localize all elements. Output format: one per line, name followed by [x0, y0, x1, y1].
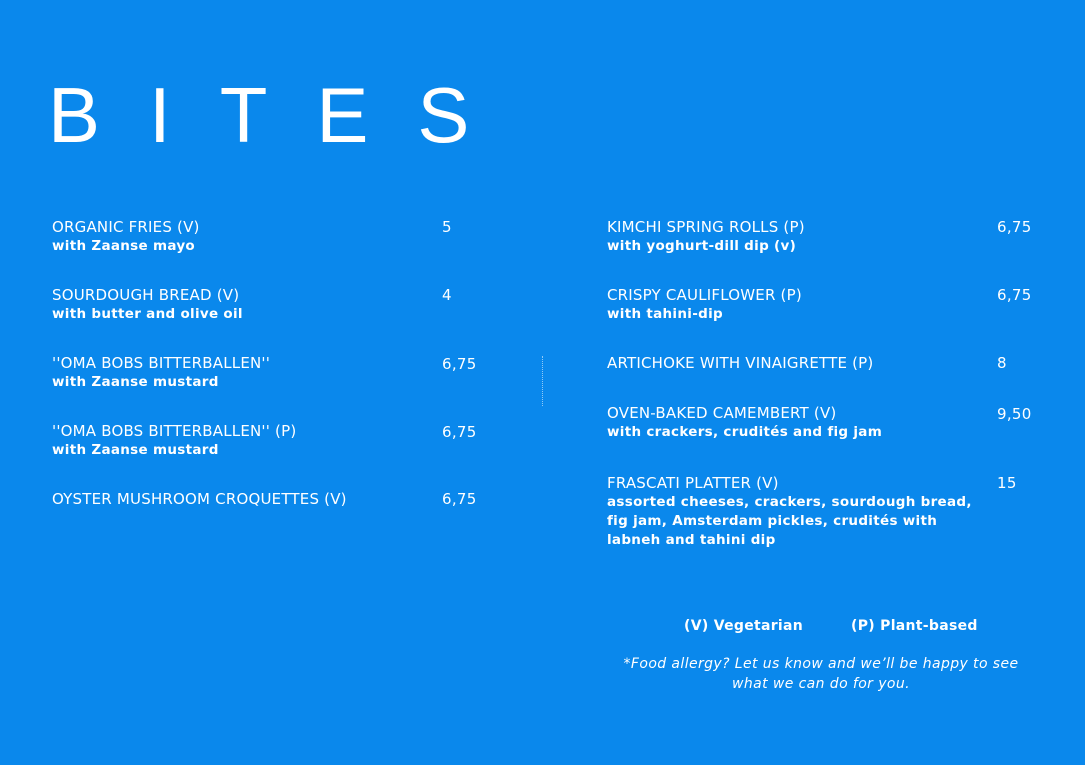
item-name: OYSTER MUSHROOM CROQUETTES (V)	[52, 490, 347, 508]
menu-title: BITES	[48, 71, 519, 159]
right-menu-column	[607, 218, 1047, 550]
menu-item-sourdough-bread	[52, 286, 492, 354]
item-price: 6,75	[442, 490, 477, 508]
menu-item-organic-fries	[52, 218, 492, 286]
item-price: 6,75	[997, 218, 1032, 236]
item-description: assorted cheeses, crackers, sourdough bread, fig jam, Amsterdam pickles, crudités with labneh and tahini dip	[607, 494, 972, 548]
item-name: ''OMA BOBS BITTERBALLEN''	[52, 354, 271, 372]
menu-item-bitterballen-plant-based	[52, 422, 492, 490]
item-price: 6,75	[442, 423, 477, 441]
item-description: with butter and olive oil	[52, 306, 243, 322]
item-name: ARTICHOKE WITH VINAIGRETTE (P)	[607, 354, 874, 372]
item-price: 6,75	[997, 286, 1032, 304]
menu-item-bitterballen	[52, 354, 492, 422]
item-price: 4	[442, 286, 452, 304]
item-price: 9,50	[997, 405, 1032, 423]
item-price: 8	[997, 354, 1007, 372]
menu-item-frascati-platter	[607, 474, 1047, 550]
item-description: with tahini-dip	[607, 306, 723, 322]
legend-vegetarian: (V) Vegetarian	[684, 618, 804, 634]
menu-item-crispy-cauliflower	[607, 286, 1047, 354]
item-price: 5	[442, 218, 452, 236]
column-divider	[542, 356, 543, 406]
item-name: SOURDOUGH BREAD (V)	[52, 286, 240, 304]
item-name: ORGANIC FRIES (V)	[52, 218, 200, 236]
item-name: OVEN-BAKED CAMEMBERT (V)	[607, 404, 837, 422]
item-description: with Zaanse mustard	[52, 442, 219, 458]
item-name: FRASCATI PLATTER (V)	[607, 474, 779, 492]
menu-item-kimchi-spring-rolls	[607, 218, 1047, 286]
item-description: with Zaanse mayo	[52, 238, 196, 254]
item-name: CRISPY CAULIFLOWER (P)	[607, 286, 802, 304]
item-price: 6,75	[442, 355, 477, 373]
item-name: ''OMA BOBS BITTERBALLEN'' (P)	[52, 422, 297, 440]
menu-item-oven-baked-camembert	[607, 404, 1047, 474]
legend-plant-based: (P) Plant-based	[851, 618, 978, 634]
item-name: KIMCHI SPRING ROLLS (P)	[607, 218, 805, 236]
menu-item-artichoke	[607, 354, 1047, 404]
item-description: with yoghurt-dill dip (v)	[607, 238, 797, 254]
left-menu-column	[52, 218, 492, 509]
menu-item-oyster-mushroom-croquettes	[52, 490, 492, 509]
allergy-note: *Food allergy? Let us know and we’ll be happy to see what we can do for you.	[623, 656, 1019, 692]
item-description: with crackers, crudités and fig jam	[607, 424, 883, 440]
item-price: 15	[997, 474, 1017, 492]
item-description: with Zaanse mustard	[52, 374, 219, 390]
